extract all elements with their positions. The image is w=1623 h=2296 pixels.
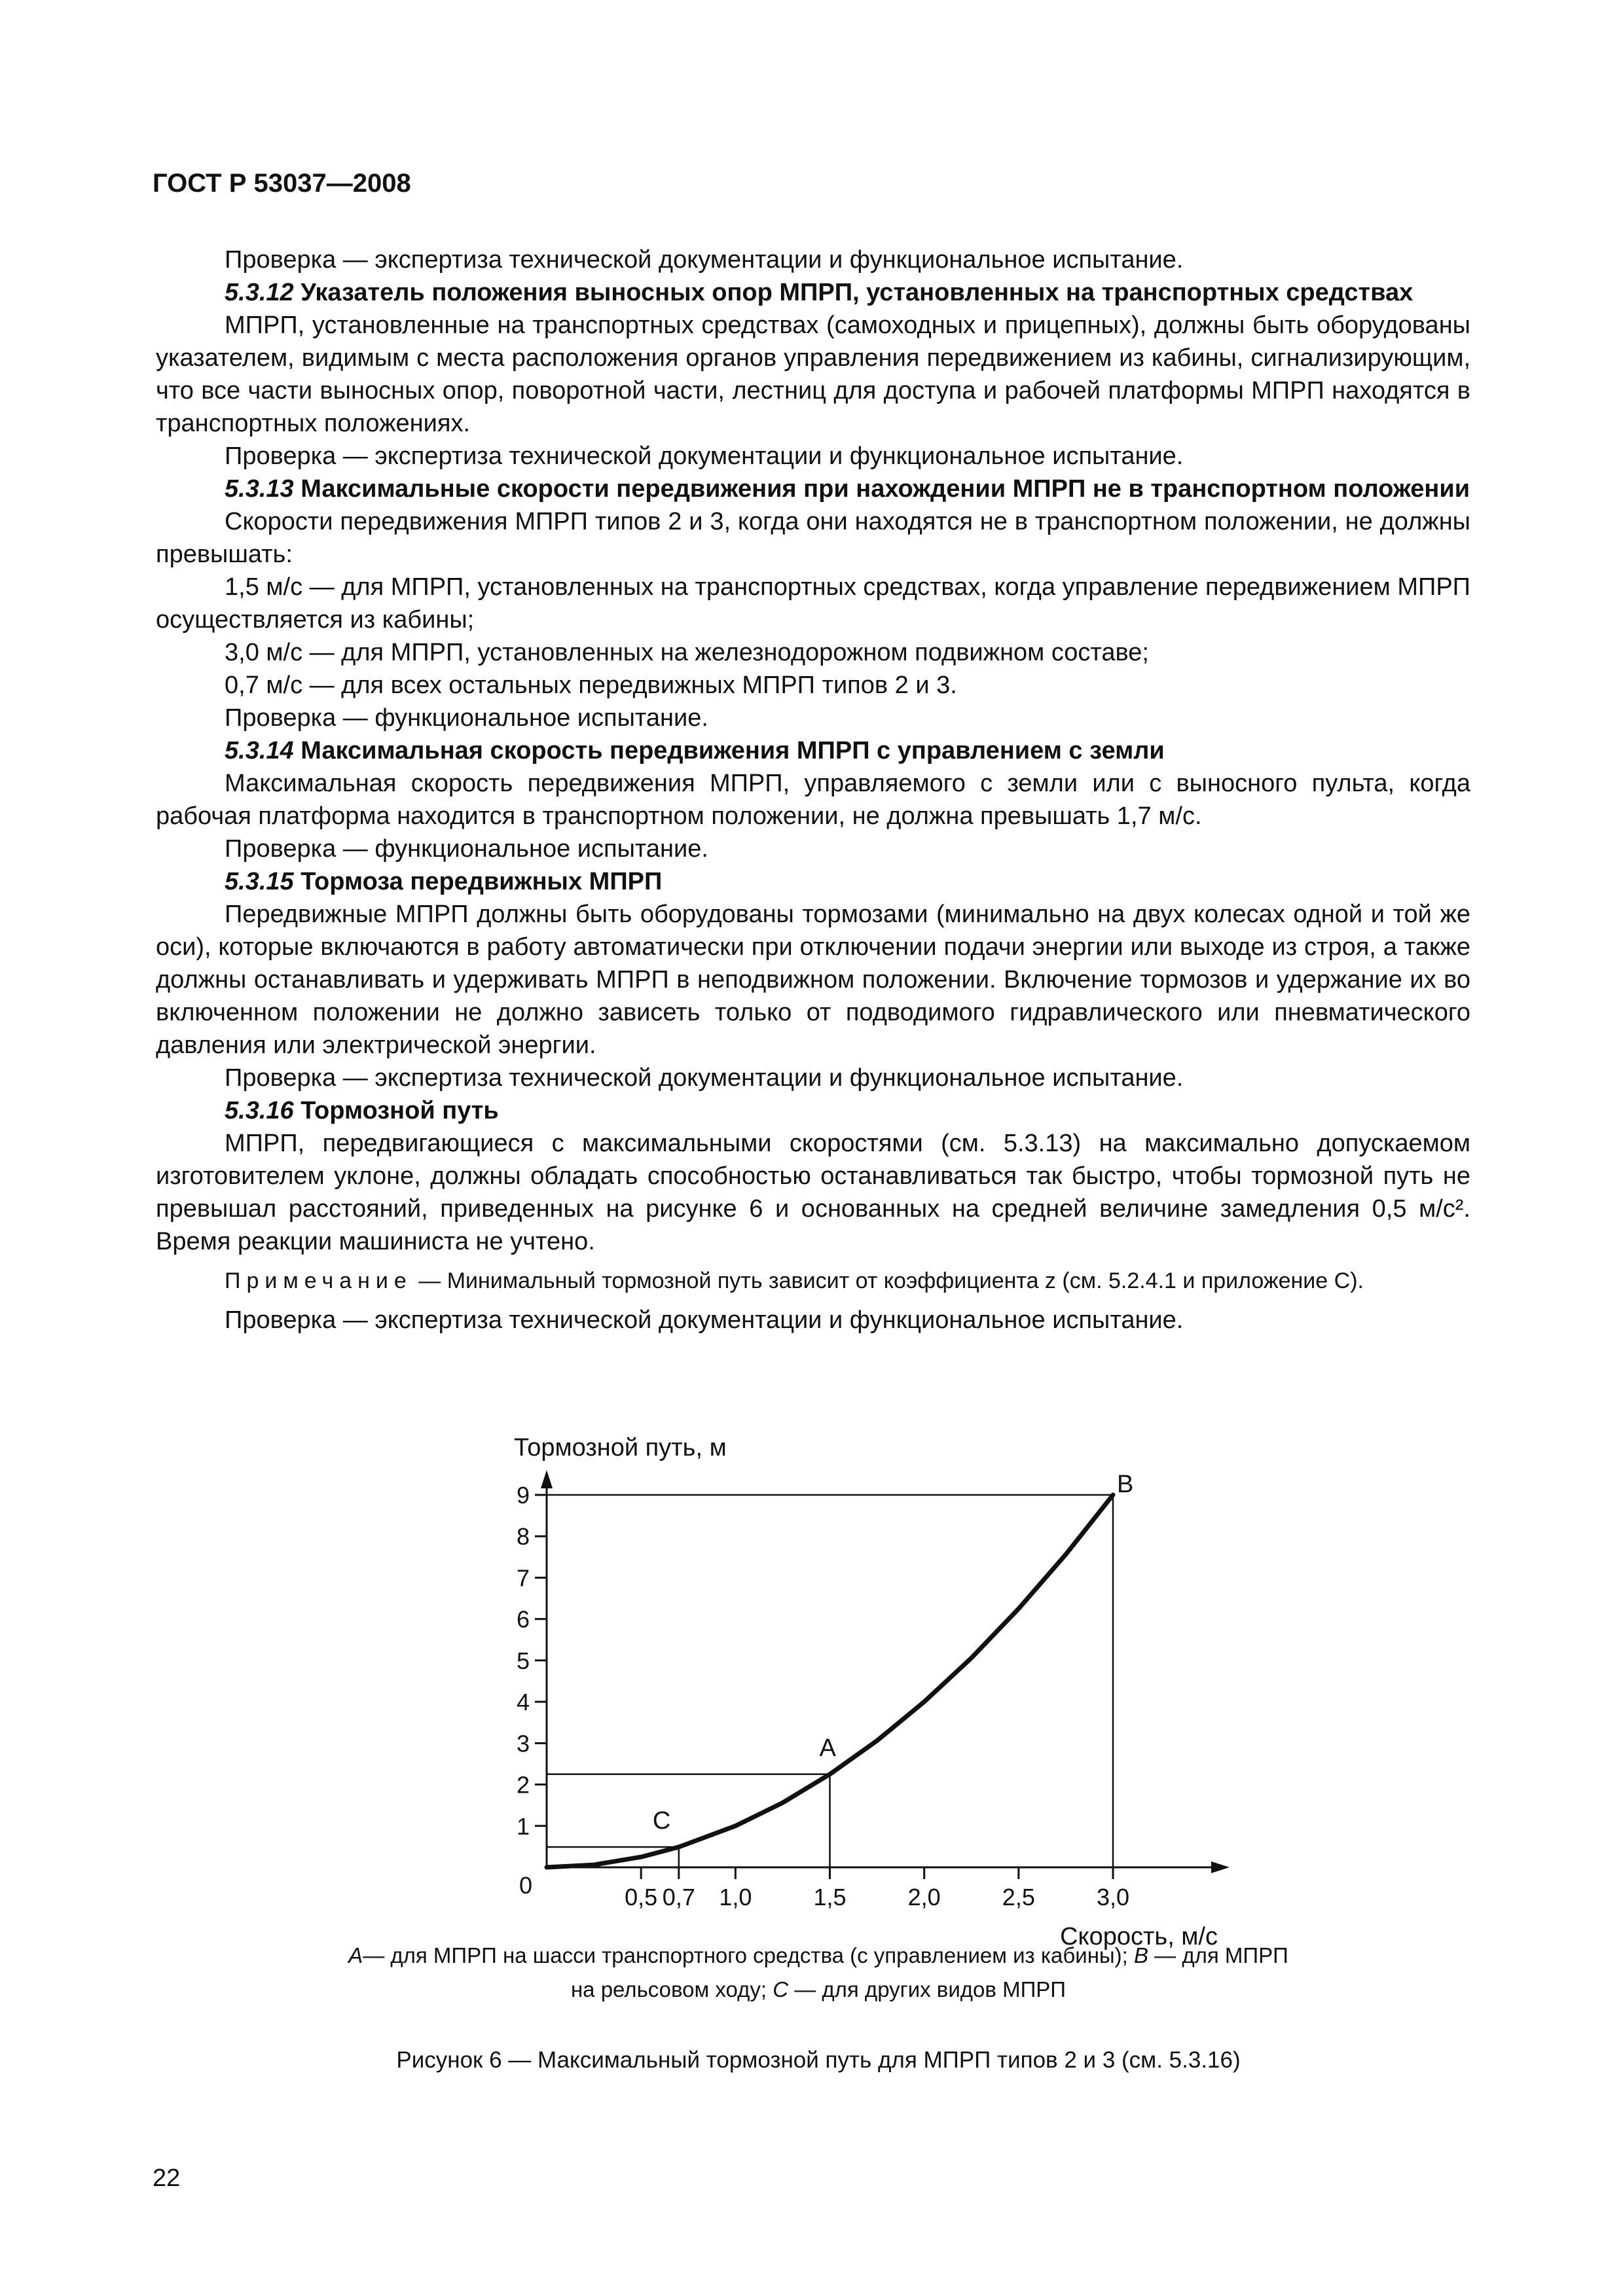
point-label-c: C [652, 1807, 671, 1835]
section-title: Тормозной путь [293, 1097, 499, 1124]
y-axis-arrow [541, 1470, 553, 1488]
y-tick-label: 7 [516, 1564, 530, 1592]
legend-line-2 [288, 1973, 1349, 2007]
x-tick-label: 0,5 [625, 1884, 658, 1910]
y-tick-label: 3 [516, 1730, 530, 1757]
paragraph: Проверка — экспертиза технической документации и функциональное испытание. [225, 246, 1184, 274]
section-title: Максимальные скорости передвижения при нахождении МПРП не в транспортном положении [293, 475, 1470, 503]
paragraph: Проверка — экспертиза технической документации и функциональное испытание. [225, 442, 1184, 470]
legend-text: — для МПРП [1148, 1943, 1288, 1967]
note-label: Примечание [225, 1268, 412, 1293]
x-tick-label: 1,0 [719, 1884, 752, 1910]
y-tick-label: 2 [516, 1771, 530, 1799]
y-tick-label: 4 [516, 1689, 530, 1716]
legend-text: на рельсовом ходу; [570, 1977, 773, 2001]
paragraph: Проверка — функциональное испытание. [225, 704, 708, 732]
y-tick-label: 6 [516, 1605, 530, 1633]
y-tick-label: 8 [516, 1523, 530, 1551]
paragraph: Проверка — экспертиза технической документации и функциональное испытание. [225, 1064, 1184, 1092]
paragraph: 0,7 м/с — для всех остальных передвижных МПРП типов 2 и 3. [225, 672, 957, 699]
paragraph: 1,5 м/с — для МПРП, установленных на транспортных средствах, когда управление передвижением МПРП осуществляется из кабины; [156, 573, 1470, 634]
x-tick-label: 0,7 [662, 1884, 695, 1910]
y-tick-label: 5 [516, 1647, 530, 1674]
legend-text: — для других видов МПРП [788, 1977, 1067, 2001]
origin-label: 0 [519, 1872, 532, 1899]
x-tick-label: 1,5 [813, 1884, 847, 1910]
legend-key-a: А [348, 1943, 363, 1967]
section-number: 5.3.13 [225, 475, 294, 503]
section-title: Указатель положения выносных опор МПРП, установленных на транспортных средствах [293, 279, 1413, 306]
y-tick-label: 1 [516, 1812, 530, 1840]
section-number: 5.3.12 [225, 279, 294, 306]
paragraph: Скорости передвижения МПРП типов 2 и 3, когда они находятся не в транспортном положении, не должны превышать: [156, 508, 1470, 568]
page-number: 22 [153, 2164, 181, 2192]
paragraph: МПРП, установленные на транспортных средствах (самоходных и прицепных), должны быть оборудованы указателем, видимым с места расположения органов управления передвижением из кабины, сигнализирующим, что все части выносных опор, поворотной части, лестниц для доступа и рабочей платформы МПРП находятся в транспортных положениях. [156, 312, 1470, 437]
paragraph: Проверка — экспертиза технической документации и функциональное испытание. [225, 1306, 1184, 1334]
section-title: Максимальная скорость передвижения МПРП с управлением с земли [293, 737, 1165, 764]
legend-key-c: С [773, 1977, 789, 2001]
document-id: ГОСТ Р 53037—2008 [153, 169, 411, 198]
paragraph: Максимальная скорость передвижения МПРП, управляемого с земли или с выносного пульта, когда рабочая платформа находится в транспортном положении, не должна превышать 1,7 м/с. [156, 770, 1470, 830]
x-axis-label: Скорость, м/с [1060, 1923, 1218, 1950]
legend-line-1 [288, 1939, 1349, 1973]
x-tick-label: 2,5 [1002, 1884, 1035, 1910]
x-tick-label: 2,0 [907, 1884, 941, 1910]
paragraph: Проверка — функциональное испытание. [225, 835, 708, 863]
paragraph: Передвижные МПРП должны быть оборудованы тормозами (минимально на двух колесах одной и той же оси), которые включаются в работу автоматически при отключении подачи энергии или выходе из строя, а также должны останавливать и удерживать МПРП в неподвижном положении. Включение тормозов и удержание их во включенном положении не должно зависеть только от подводимого гидравлического или пневматического давления или электрической энергии. [156, 901, 1470, 1059]
section-number: 5.3.14 [225, 737, 294, 764]
y-axis-label: Тормозной путь, м [514, 1434, 727, 1462]
y-tick-label: 9 [516, 1482, 530, 1509]
section-title: Тормоза передвижных МПРП [293, 868, 663, 895]
point-label-b: B [1117, 1471, 1134, 1498]
x-tick-label: 3,0 [1096, 1884, 1130, 1910]
paragraph: МПРП, передвигающиеся с максимальными скоростями (см. 5.3.13) на максимально допускаемом изготовителем уклоне, должны обладать способностью останавливаться так быстро, чтобы тормозной путь не превышал расстояний, приведенных на рисунке 6 и основанных на средней величине замедления 0,5 м/с². Время реакции машиниста не учтено. [156, 1130, 1470, 1255]
paragraph: 3,0 м/с — для МПРП, установленных на железнодорожном подвижном составе; [225, 639, 1149, 666]
section-number: 5.3.16 [225, 1097, 294, 1124]
legend-key-b: В [1133, 1943, 1148, 1967]
point-label-a: A [819, 1734, 836, 1762]
figure-caption: Рисунок 6 — Максимальный тормозной путь для МПРП типов 2 и 3 (см. 5.3.16) [396, 2047, 1241, 2073]
section-number: 5.3.15 [225, 868, 294, 895]
x-axis-arrow [1211, 1861, 1230, 1873]
figure-legend [288, 1939, 1349, 2007]
note-text: — Минимальный тормозной путь зависит от коэффициента z (см. 5.2.4.1 и приложение С). [412, 1268, 1364, 1293]
legend-text: — для МПРП на шасси транспортного средства (с управлением из кабины); [363, 1943, 1134, 1967]
